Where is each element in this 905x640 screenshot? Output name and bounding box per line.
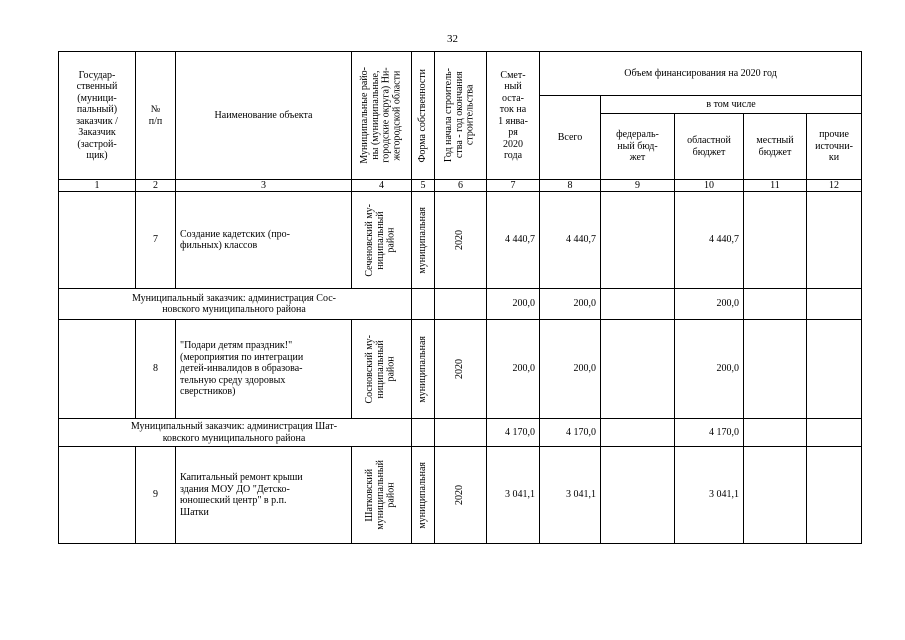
header-customer: Государ- ственный (муници- пальный) заказчик / Заказчик (застрой- щик) [59, 52, 136, 180]
column-number: 9 [601, 180, 675, 192]
local-value [744, 192, 807, 289]
ownership-text: муниципальная [416, 461, 428, 529]
ownership-cell [412, 192, 435, 289]
federal-value [601, 289, 675, 320]
header-row [59, 52, 862, 96]
header-years [435, 52, 487, 180]
estimate-value: 200,0 [487, 320, 540, 419]
estimate-value: 3 041,1 [487, 447, 540, 544]
year-cell [435, 419, 487, 447]
header-years-text: Год начала строитель- ства - год окончания строительства [443, 68, 476, 163]
regional-value: 4 170,0 [675, 419, 744, 447]
total-value: 3 041,1 [540, 447, 601, 544]
column-number: 2 [136, 180, 176, 192]
row-number: 9 [136, 447, 176, 544]
local-value [744, 447, 807, 544]
header-number: № п/п [136, 52, 176, 180]
district-text: Сосновский му- ниципальный район [364, 334, 397, 404]
header-ownership-text: Форма собственности [416, 68, 428, 163]
local-value [744, 289, 807, 320]
total-value: 200,0 [540, 289, 601, 320]
year-cell [435, 320, 487, 419]
column-number: 6 [435, 180, 487, 192]
header-district [352, 52, 412, 180]
year-cell [435, 192, 487, 289]
federal-value [601, 447, 675, 544]
customer-row [59, 289, 862, 320]
federal-value [601, 320, 675, 419]
page-number: 32 [447, 33, 458, 45]
column-number: 1 [59, 180, 136, 192]
ownership-text: муниципальная [416, 335, 428, 403]
year-text: 2020 [454, 230, 466, 250]
customer-label: Муниципальный заказчик: администрация Сос- новского муниципального района [59, 289, 412, 320]
header-local: местный бюджет [744, 114, 807, 180]
header-other: прочие источни- ки [807, 114, 862, 180]
regional-value: 200,0 [675, 320, 744, 419]
federal-value [601, 192, 675, 289]
header-estimate: Смет- ный оста- ток на 1 янва- ря 2020 года [487, 52, 540, 180]
ownership-cell [412, 419, 435, 447]
customer-cell [59, 320, 136, 419]
local-value [744, 320, 807, 419]
ownership-cell [412, 447, 435, 544]
local-value [744, 419, 807, 447]
total-value: 4 170,0 [540, 419, 601, 447]
ownership-text: муниципальная [416, 206, 428, 274]
ownership-cell [412, 320, 435, 419]
table-row [59, 192, 862, 289]
ownership-cell [412, 289, 435, 320]
customer-row [59, 419, 862, 447]
estimate-value: 4 170,0 [487, 419, 540, 447]
column-number: 5 [412, 180, 435, 192]
header-ownership [412, 52, 435, 180]
object-name: "Подари детям праздник!" (мероприятия по интеграции детей-инвалидов в образова- тельную среду здоровых сверстников) [176, 320, 352, 419]
header-object-name: Наименование объекта [176, 52, 352, 180]
district-text: Сеченовский му- ниципальный район [364, 203, 397, 277]
estimate-value: 4 440,7 [487, 192, 540, 289]
column-number: 8 [540, 180, 601, 192]
customer-cell [59, 192, 136, 289]
header-district-text: Муниципальные райо- ны (муниципальные, городские округа) Ни- жегородской области [358, 67, 403, 164]
year-cell [435, 447, 487, 544]
table-row [59, 447, 862, 544]
other-value [807, 289, 862, 320]
district-cell [352, 320, 412, 419]
column-number: 7 [487, 180, 540, 192]
other-value [807, 447, 862, 544]
other-value [807, 320, 862, 419]
column-number: 4 [352, 180, 412, 192]
year-text: 2020 [454, 485, 466, 505]
object-name: Создание кадетских (про- фильных) классов [176, 192, 352, 289]
total-value: 200,0 [540, 320, 601, 419]
district-text: Шатковский муниципальный район [364, 460, 397, 530]
total-value: 4 440,7 [540, 192, 601, 289]
column-number: 3 [176, 180, 352, 192]
regional-value: 4 440,7 [675, 192, 744, 289]
year-cell [435, 289, 487, 320]
column-number: 12 [807, 180, 862, 192]
column-number-row [59, 180, 862, 192]
regional-value: 200,0 [675, 289, 744, 320]
year-text: 2020 [454, 359, 466, 379]
header-funding: Объем финансирования на 2020 год [540, 52, 862, 96]
federal-value [601, 419, 675, 447]
financing-table [58, 51, 862, 544]
column-number: 10 [675, 180, 744, 192]
district-cell [352, 192, 412, 289]
customer-label: Муниципальный заказчик: администрация Шат- ковского муниципального района [59, 419, 412, 447]
customer-cell [59, 447, 136, 544]
other-value [807, 419, 862, 447]
table-row [59, 320, 862, 419]
column-number: 11 [744, 180, 807, 192]
header-regional: областной бюджет [675, 114, 744, 180]
regional-value: 3 041,1 [675, 447, 744, 544]
header-including: в том числе [601, 96, 862, 114]
header-federal: федераль- ный бюд- жет [601, 114, 675, 180]
object-name: Капитальный ремонт крыши здания МОУ ДО "Детско- юношеский центр" в р.п. Шатки [176, 447, 352, 544]
row-number: 7 [136, 192, 176, 289]
header-total: Всего [540, 96, 601, 180]
other-value [807, 192, 862, 289]
estimate-value: 200,0 [487, 289, 540, 320]
district-cell [352, 447, 412, 544]
row-number: 8 [136, 320, 176, 419]
